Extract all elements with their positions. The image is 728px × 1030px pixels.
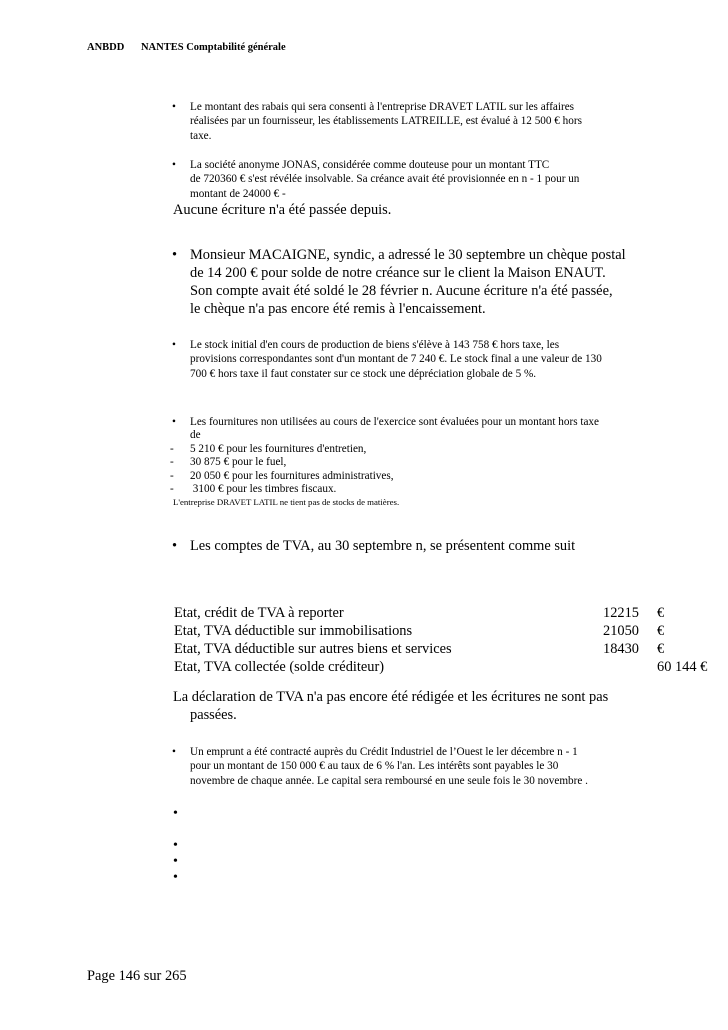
tva-currency: € [657,641,665,657]
fournitures-note: L'entreprise DRAVET LATIL ne tient pas de stocks de matières. [173,496,400,507]
jonas-line: montant de 24000 € - [190,187,286,200]
item-macaigne [170,246,660,318]
emprunt-line: pour un montant de 150 000 € au taux de 6 % l'an. Les intérêts sont payables le 30 [190,760,559,773]
tva-amount: 18430 [603,641,639,657]
tva-row [174,604,728,622]
rabais-line: • Le montant des rabais qui sera consenti à l'entreprise DRAVET LATIL sur les affaires [170,100,660,114]
fourniture-item: - 20 050 € pour les fournitures administratives, [170,470,660,484]
item-emprunt [170,745,660,788]
header-subtitle: NANTES Comptabilité générale [140,42,286,53]
macaigne-line: de 14 200 € pour solde de notre créance sur le client la Maison ENAUT. [190,265,606,281]
rabais-line: taxe. [190,129,212,142]
macaigne-line: • Monsieur MACAIGNE, syndic, a adressé le 30 septembre un chèque postal [170,246,660,264]
rabais-line: réalisées par un fournisseur, les établissements LATREILLE, est évalué à 12 500 € hors [190,115,582,128]
fournitures-intro-line: • Les fournitures non utilisées au cours de l'exercice sont évaluées pour un montant hors taxe [170,415,660,429]
macaigne-line: le chèque n'a pas encore été remis à l'encaissement. [190,301,486,317]
tva-row [174,640,728,658]
item-tva-intro [170,537,660,555]
stock-line: 700 € hors taxe il faut constater sur ce stock une dépréciation globale de 5 %. [190,367,537,380]
tva-note-line: passées. [190,707,237,723]
tva-currency: € [657,605,665,621]
empty-bullet: • [173,854,178,869]
jonas-note: Aucune écriture n'a été passée depuis. [173,202,392,219]
fourniture-item: - 30 875 € pour le fuel, [170,456,660,470]
stock-line: • Le stock initial d'en cours de production de biens s'élève à 143 758 € hors taxe, les [170,338,660,352]
page-header [87,42,286,53]
emprunt-line: • Un emprunt a été contracté auprès du Crédit Industriel de l’Ouest le ler décembre n - 1 [170,745,660,759]
tva-total: 60 144 € [657,659,708,675]
item-fournitures [170,415,660,508]
jonas-line: • La société anonyme JONAS, considérée comme douteuse pour un montant TTC [170,158,660,172]
page-number: Page 146 sur 265 [87,968,187,984]
emprunt-line: novembre de chaque année. Le capital sera remboursé en une seule fois le 30 novembre . [190,774,588,787]
item-rabais [170,100,660,143]
tva-label: Etat, TVA collectée (solde créditeur) [174,659,385,675]
tva-note-line: La déclaration de TVA n'a pas encore été rédigée et les écritures ne sont pas [173,689,609,705]
tva-intro-line: • Les comptes de TVA, au 30 septembre n, se présentent comme suit [170,537,660,555]
fourniture-item: - 5 210 € pour les fournitures d'entretien, [170,443,660,457]
stock-line: provisions correspondantes sont d'un montant de 7 240 €. Le stock final a une valeur de 130 [190,353,602,366]
tva-label: Etat, crédit de TVA à reporter [174,605,344,621]
fournitures-intro-line: de [190,429,201,442]
tva-label: Etat, TVA déductible sur immobilisations [174,623,413,639]
empty-bullet: • [173,806,178,821]
empty-bullet: • [173,870,178,885]
tva-amount: 12215 [603,605,639,621]
tva-row [174,658,728,676]
item-jonas [170,158,660,219]
tva-label: Etat, TVA déductible sur autres biens et services [174,641,452,657]
fourniture-item: - 3100 € pour les timbres fiscaux. [170,483,660,497]
tva-amount: 21050 [603,623,639,639]
empty-bullet: • [173,838,178,853]
macaigne-line: Son compte avait été soldé le 28 février n. Aucune écriture n'a été passée, [190,283,613,299]
header-org: ANBDD [87,42,125,53]
tva-currency: € [657,623,665,639]
tva-row [174,622,728,640]
tva-note [170,688,660,724]
item-stock [170,338,660,381]
jonas-line: de 720360 € s'est révélée insolvable. Sa créance avait été provisionnée en n - 1 pour un [190,173,580,186]
